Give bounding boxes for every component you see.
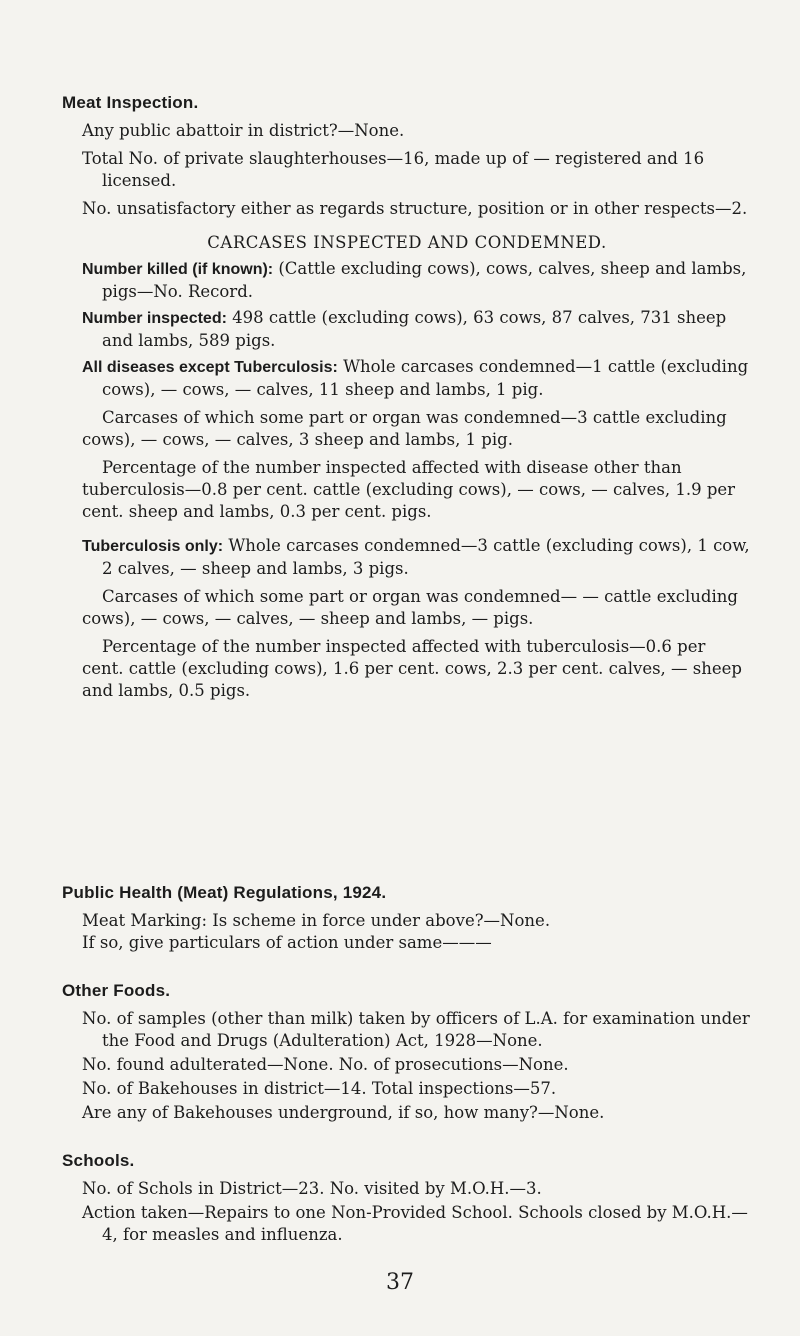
tuberculosis-line [82, 535, 752, 580]
schools-count-line: No. of Schols in District—23. No. visited by M.O.H.—3. [82, 1179, 542, 1198]
regulations-heading: Public Health (Meat) Regulations, 1924. [62, 883, 387, 902]
all-diseases-line [82, 356, 752, 401]
number-killed-label: Number killed (if known): [82, 261, 274, 278]
tuberculosis-percentage-line: Percentage of the number inspected affected with tuberculosis—0.6 per cent. cattle (excluding cows), 1.6 per cent. cows, 2.3 per cent. calves, — sheep and lambs, 0.5 pigs. [82, 637, 742, 700]
meat-inspection-heading: Meat Inspection. [62, 93, 199, 112]
meat-marking-line: Meat Marking: Is scheme in force under above?—None. [82, 911, 551, 930]
unsatisfactory-line: No. unsatisfactory either as regards structure, position or in other respects—2. [82, 199, 748, 218]
slaughterhouses-line: Total No. of private slaughterhouses—16, made up of — registered and 16 licensed. [82, 149, 705, 190]
abattoir-line: Any public abattoir in district?—None. [82, 121, 405, 140]
number-inspected-line [82, 307, 752, 352]
number-killed-text: (Cattle excluding cows), cows, calves, sheep and lambs, pigs—No. Record. [102, 259, 747, 301]
carcases-heading: CARCASES INSPECTED AND CONDEMNED. [207, 233, 607, 252]
number-inspected-label: Number inspected: [82, 310, 227, 327]
regulations-section [62, 882, 752, 954]
all-diseases-part-line: Carcases of which some part or organ was condemned—3 cattle excluding cows), — cows, — calves, 3 sheep and lambs, 1 pig. [82, 408, 727, 449]
schools-section [62, 1150, 752, 1246]
underground-line: Are any of Bakehouses underground, if so, how many?—None. [82, 1103, 605, 1122]
other-foods-heading: Other Foods. [62, 981, 171, 1000]
schools-action-line: Action taken—Repairs to one Non-Provided School. Schools closed by M.O.H.—4, for measles and influenza. [82, 1203, 748, 1244]
tuberculosis-part-line: Carcases of which some part or organ was condemned— — cattle excluding cows), — cows, — calves, — sheep and lambs, — pigs. [82, 587, 738, 628]
number-inspected-text: 498 cattle (excluding cows), 63 cows, 87 calves, 731 sheep and lambs, 589 pigs. [102, 308, 727, 350]
samples-line: No. of samples (other than milk) taken by officers of L.A. for examination under the Food and Drugs (Adulteration) Act, 1928—None. [82, 1009, 750, 1050]
particulars-line: If so, give particulars of action under same——— [82, 933, 492, 952]
tuberculosis-text: Whole carcases condemned—3 cattle (excluding cows), 1 cow, 2 calves, — sheep and lambs, 3 pigs. [102, 536, 750, 578]
bakehouses-line: No. of Bakehouses in district—14. Total inspections—57. [82, 1079, 557, 1098]
adulterated-line: No. found adulterated—None. No. of prosecutions—None. [82, 1055, 569, 1074]
other-foods-section [62, 980, 752, 1124]
schools-heading: Schools. [62, 1151, 135, 1170]
all-diseases-text: Whole carcases condemned—1 cattle (excluding cows), — cows, — calves, 11 sheep and lambs, 1 pig. [102, 357, 749, 399]
page-number: 37 [386, 1270, 414, 1295]
number-killed-line [82, 258, 752, 303]
all-diseases-percentage-line: Percentage of the number inspected affected with disease other than tuberculosis—0.8 per cent. cattle (excluding cows), — cows, — calves, 1.9 per cent. sheep and lambs, 0.3 per cent. pigs. [82, 458, 736, 521]
tuberculosis-label: Tuberculosis only: [82, 538, 224, 555]
meat-inspection-section [62, 92, 752, 702]
all-diseases-label: All diseases except Tuberculosis: [82, 359, 338, 376]
